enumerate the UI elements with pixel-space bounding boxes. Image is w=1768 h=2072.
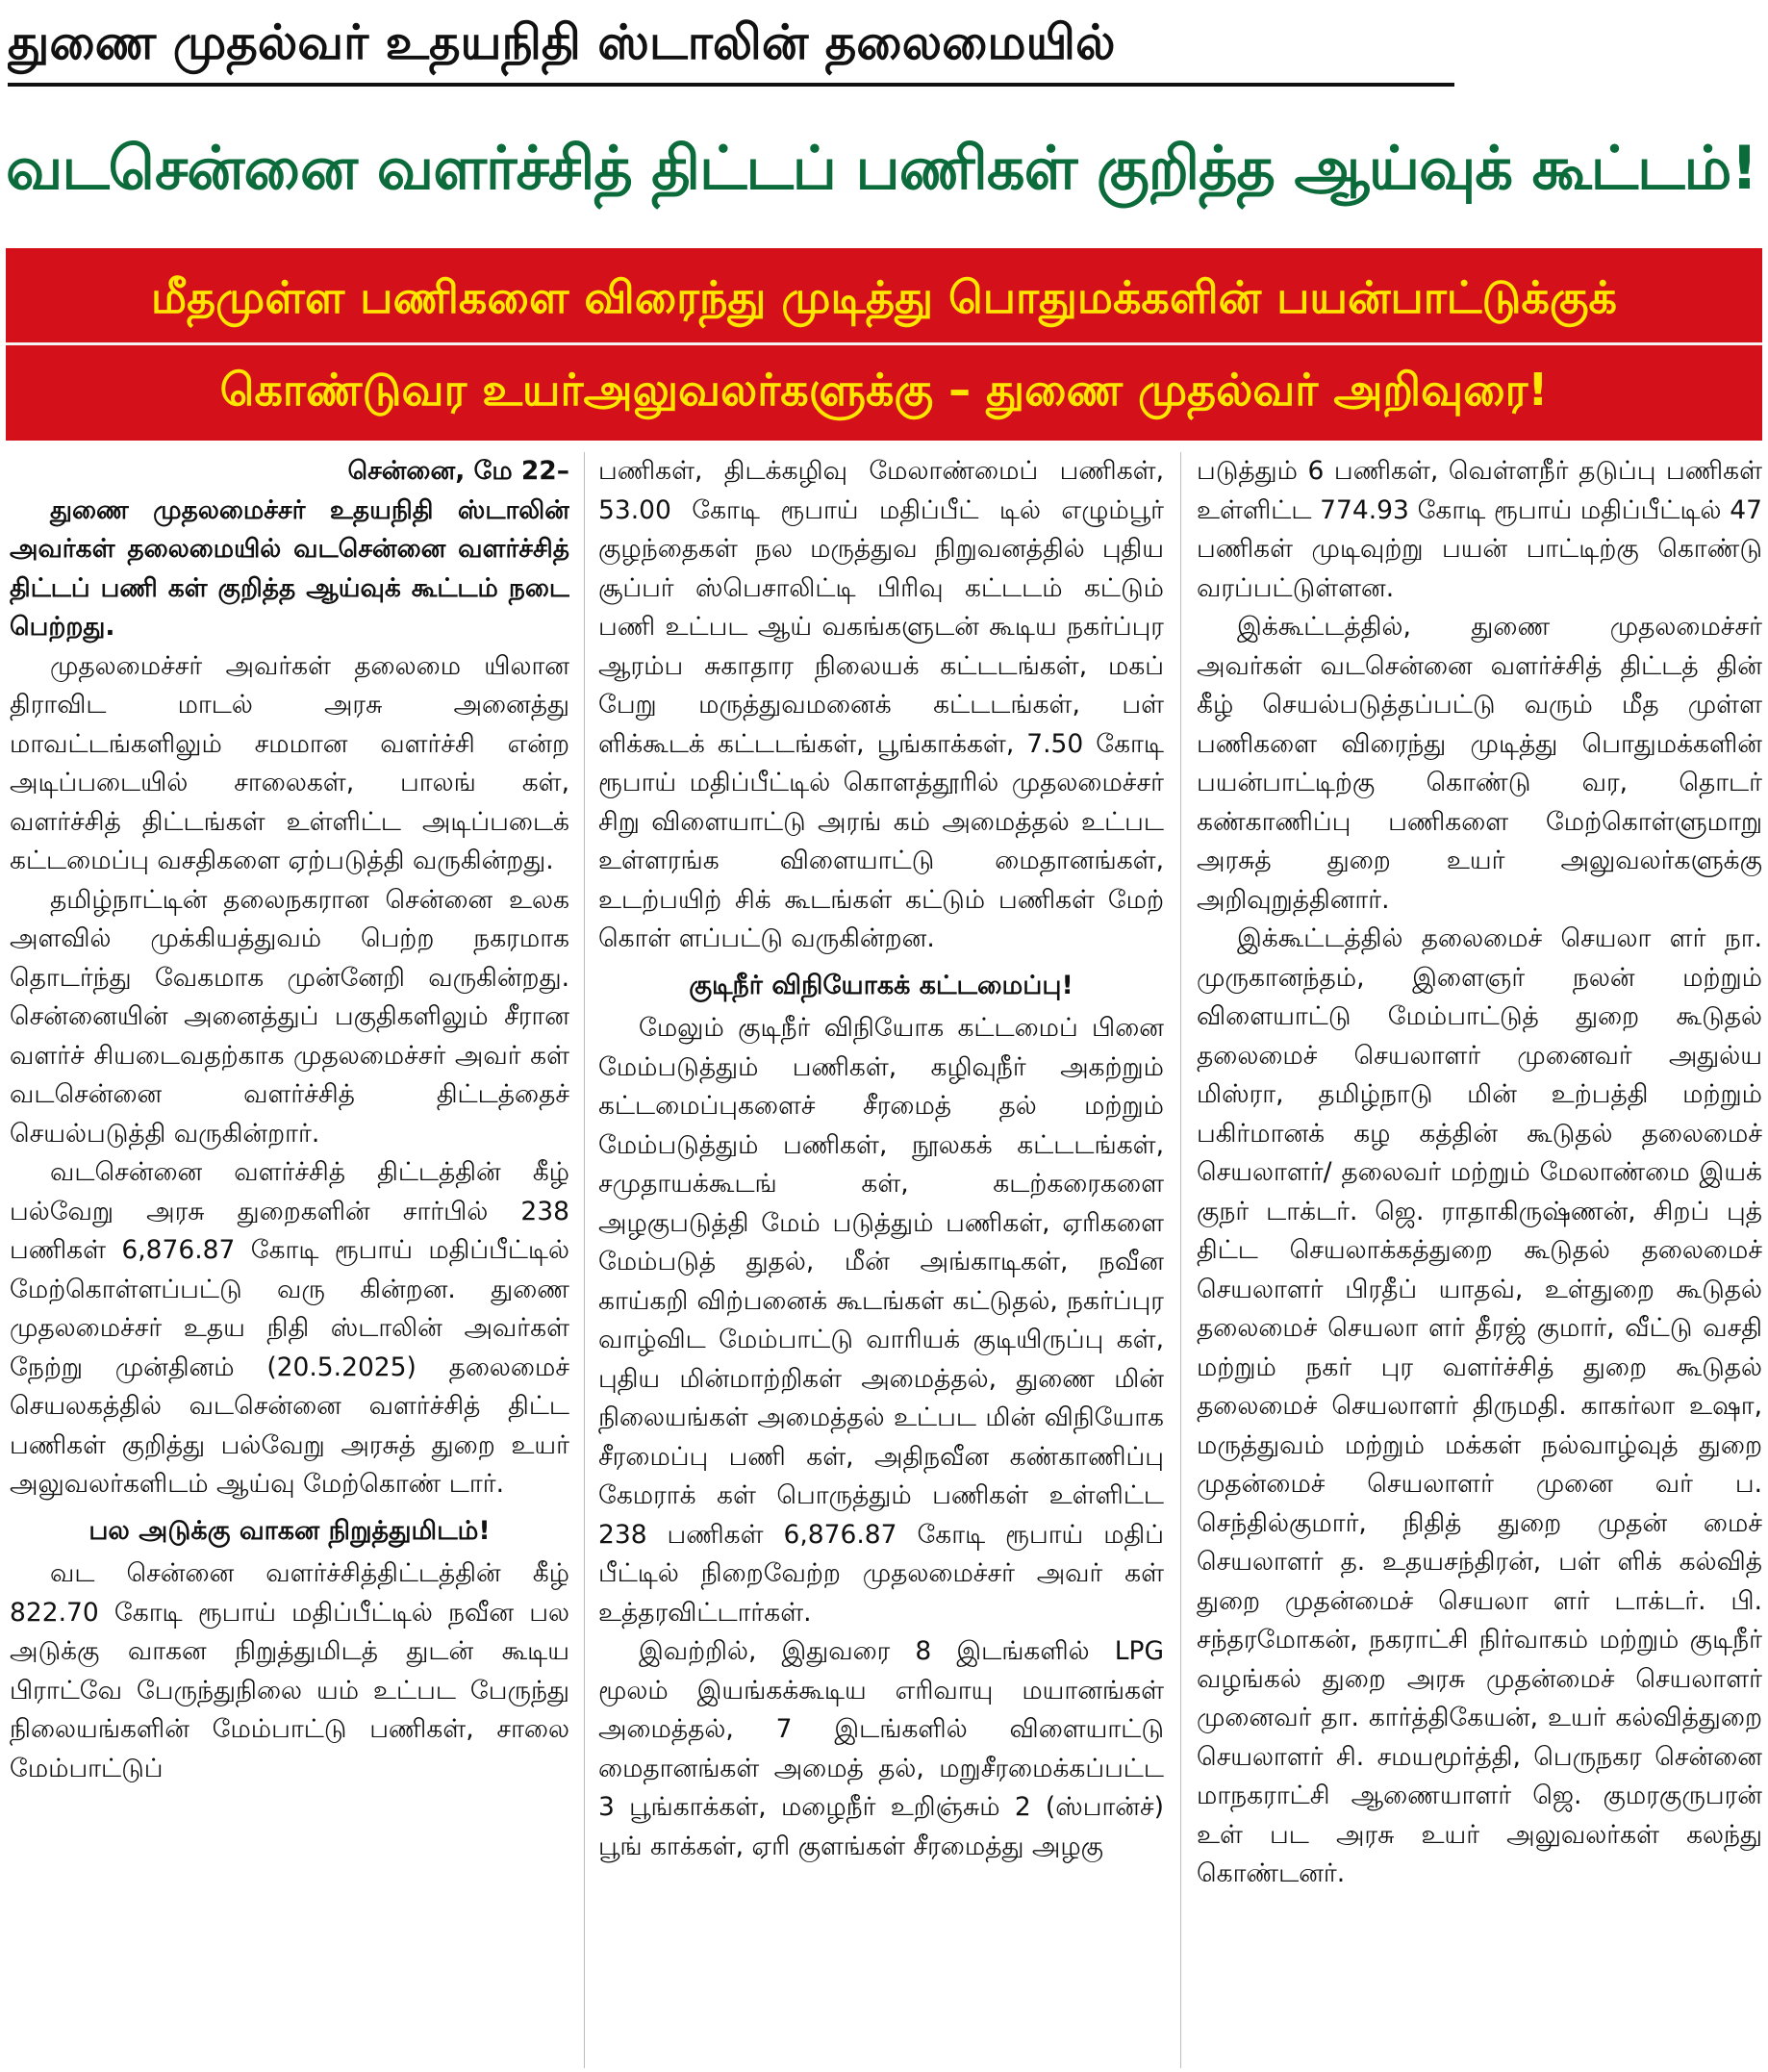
body-paragraph: படுத்தும் 6 பணிகள், வெள்ளநீர் தடுப்பு பணிகள் உள்ளிட்ட 774.93 கோடி ரூபாய் மதிப்பீட்டில் 47 பணிகள் முடிவுற்று பயன் பாட்டிற்கு கொண்டு வரப்பட்டுள்ளன. — [1197, 456, 1762, 603]
lead-paragraph: துணை முதலமைச்சர் உதயநிதி ஸ்டாலின் அவர்கள் தலைமையில் வடசென்னை வளர்ச்சித் திட்டப் பணி கள் குறித்த ஆய்வுக் கூட்டம் நடை பெற்றது. — [10, 494, 569, 642]
body-paragraph: இக்கூட்டத்தில் தலைமைச் செயலா ளர் நா. முருகானந்தம், இளைஞர் நலன் மற்றும் விளையாட்டு மேம்பாட்டுத் துறை கூடுதல் தலைமைச் செயலாளர் முனைவர் அதுல்ய மிஸ்ரா, தமிழ்நாடு மின் உற்பத்தி மற்றும் பகிர்மானக் கழ கத்தின் கூடுதல் தலைமைச் செயலாளர்/ தலைவர் மற்றும் மேலாண்மை இயக் குநர் டாக்டர். ஜெ. ராதாகிருஷ்ணன், சிறப் புத் திட்ட செயலாக்கத்துறை கூடுதல் தலைமைச் செயலாளர் பிரதீப் யாதவ், உள்துறை கூடுதல் தலைமைச் செயலா ளர் தீரஜ் குமார், வீட்டு வசதி மற்றும் நகர் புர வளர்ச்சித் துறை கூடுதல் தலைமைச் செயலாளர் திருமதி. காகர்லா உஷா, மருத்துவம் மற்றும் மக்கள் நல்வாழ்வுத் துறை முதன்மைச் செயலாளர் முனை வர் ப. செந்தில்குமார், நிதித் துறை முதன் மைச் செயலாளர் த. உதயசந்திரன், பள் ளிக் கல்வித் துறை முதன்மைச் செயலா ளர் டாக்டர். பி. சந்தரமோகன், நகராட்சி நிர்வாகம் மற்றும் குடிநீர் வழங்கல் துறை அரசு முதன்மைச் செயலாளர் முனைவர் தா. கார்த்திகேயன், உயர் கல்வித்துறை செயலாளர் சி. சமயமூர்த்தி, பெருநகர சென்னை மாநகராட்சி ஆணையாளர் ஜெ. குமரகுருபரன் உள் பட அரசு உயர் அலுவலர்கள் கலந்து கொண்டனர். — [1197, 923, 1762, 1888]
body-paragraph: முதலமைச்சர் அவர்கள் தலைமை யிலான திராவிட மாடல் அரசு அனைத்து மாவட்டங்களிலும் சமமான வளர்ச்சி என்ற அடிப்படையில் சாலைகள், பாலங் கள், வளர்ச்சித் திட்டங்கள் உள்ளிட்ட அடிப்படைக் கட்டமைப்பு வசதிகளை ஏற்படுத்தி வருகின்றது. — [10, 650, 569, 875]
body-paragraph: வடசென்னை வளர்ச்சித் திட்டத்தின் கீழ் பல்வேறு அரசு துறைகளின் சார்பில் 238 பணிகள் 6,876.87 கோடி ரூபாய் மதிப்பீட்டில் மேற்கொள்ளப்பட்டு வரு கின்றன. துணை முதலமைச்சர் உதய நிதி ஸ்டாலின் அவர்கள் நேற்று முன்தினம் (20.5.2025) தலைமைச் செயலகத்தில் வடசென்னை வளர்ச்சித் திட்ட பணிகள் குறித்து பல்வேறு அரசுத் துறை உயர் அலுவலர்களிடம் ஆய்வு மேற்கொண் டார். — [10, 1157, 569, 1499]
headline: வடசென்னை வளர்ச்சித் திட்டப் பணிகள் குறித்த ஆய்வுக் கூட்டம்! — [6, 133, 1757, 203]
subheading: குடிநீர் விநியோகக் கட்டமைப்பு! — [689, 970, 1073, 1000]
body-paragraph: தமிழ்நாட்டின் தலைநகரான சென்னை உலக அளவில் முக்கியத்துவம் பெற்ற நகரமாக தொடர்ந்து வேகமாக முன்னேறி வருகின்றது. சென்னையின் அனைத்துப் பகுதிகளிலும் சீரான வளர்ச் சியடைவதற்காக முதலமைச்சர் அவர் கள் வடசென்னை வளர்ச்சித் திட்டத்தைச் செயல்படுத்தி வருகின்றார். — [10, 884, 569, 1149]
kicker-line: துணை முதல்வர் உதயநிதி ஸ்டாலின் தலைமையில் — [8, 6, 1454, 87]
body-paragraph: வட சென்னை வளர்ச்சித்திட்டத்தின் கீழ் 822.70 கோடி ரூபாய் மதிப்பீட்டில் நவீன பல அடுக்கு வாகன நிறுத்துமிடத் துடன் கூடிய பிராட்வே பேருந்துநிலை யம் உட்பட பேருந்து நிலையங்களின் மேம்பாட்டு பணிகள், சாலை மேம்பாட்டுப் — [10, 1558, 569, 1783]
article-column-3 — [1197, 452, 1762, 2068]
column-divider — [1180, 452, 1181, 2068]
body-paragraph: இவற்றில், இதுவரை 8 இடங்களில் LPG மூலம் இயங்கக்கூடிய எரிவாயு மயானங்கள் அமைத்தல், 7 இடங்களில் விளையாட்டு மைதானங்கள் அமைத் தல், மறுசீரமைக்கப்பட்ட 3 பூங்காக்கள், மழைநீர் உறிஞ்சும் 2 (ஸ்பான்ச்) பூங் காக்கள், ஏரி குளங்கள் சீரமைத்து அழகு — [598, 1636, 1164, 1861]
subheading: பல அடுக்கு வாகன நிறுத்துமிடம்! — [88, 1515, 491, 1546]
banner-line-2: கொண்டுவர உயர்அலுவலர்களுக்கு – துணை முதல்வர் அறிவுரை! — [219, 364, 1549, 416]
article-column-2 — [598, 452, 1164, 2068]
red-banner — [6, 248, 1762, 441]
column-divider — [584, 452, 585, 2068]
body-paragraph: பணிகள், திடக்கழிவு மேலாண்மைப் பணிகள், 53.00 கோடி ரூபாய் மதிப்பீட் டில் எழும்பூர் குழந்தைகள் நல மருத்துவ நிறுவனத்தில் புதிய சூப்பர் ஸ்பெசாலிட்டி பிரிவு கட்டடம் கட்டும் பணி உட்பட ஆய் வகங்களுடன் கூடிய நகர்ப்புர ஆரம்ப சுகாதார நிலையக் கட்டடங்கள், மகப் பேறு மருத்துவமனைக் கட்டடங்கள், பள் ளிக்கூடக் கட்டடங்கள், பூங்காக்கள், 7.50 கோடி ரூபாய் மதிப்பீட்டில் கொளத்தூரில் முதலமைச்சர் சிறு விளையாட்டு அரங் கம் அமைத்தல் உட்பட உள்ளரங்க விளையாட்டு மைதானங்கள், உடற்பயிற் சிக் கூடங்கள் கட்டும் பணிகள் மேற் கொள் ளப்பட்டு வருகின்றன. — [598, 456, 1164, 953]
banner-line-1: மீதமுள்ள பணிகளை விரைந்து முடித்து பொதுமக்களின் பயன்பாட்டுக்குக் — [151, 271, 1617, 323]
body-paragraph: மேலும் குடிநீர் விநியோக கட்டமைப் பினை மேம்படுத்தும் பணிகள், கழிவுநீர் அகற்றும் கட்டமைப்புகளைச் சீரமைத் தல் மற்றும் மேம்படுத்தும் பணிகள், நூலகக் கட்டடங்கள், சமுதாயக்கூடங் கள், கடற்கரைகளை அழகுபடுத்தி மேம் படுத்தும் பணிகள், ஏரிகளை மேம்படுத் துதல், மீன் அங்காடிகள், நவீன காய்கறி விற்பனைக் கூடங்கள் கட்டுதல், நகர்ப்புர வாழ்விட மேம்பாட்டு வாரியக் குடியிருப்பு கள், புதிய மின்மாற்றிகள் அமைத்தல், துணை மின் நிலையங்கள் அமைத்தல் உட்பட மின் விநியோக சீரமைப்பு பணி கள், அதிநவீன கண்காணிப்பு கேமராக் கள் பொருத்தும் பணிகள் உள்ளிட்ட 238 பணிகள் 6,876.87 கோடி ரூபாய் மதிப் பீட்டில் நிறைவேற்ற முதலமைச்சர் அவர் கள் உத்தரவிட்டார்கள். — [598, 1013, 1164, 1628]
dateline: சென்னை, மே 22– — [347, 456, 569, 486]
article-column-1 — [10, 452, 569, 2068]
body-paragraph: இக்கூட்டத்தில், துணை முதலமைச்சர் அவர்கள் வடசென்னை வளர்ச்சித் திட்டத் தின் கீழ் செயல்படுத்தப்பட்டு வரும் மீத முள்ள பணிகளை விரைந்து முடித்து பொதுமக்களின் பயன்பாட்டிற்கு கொண்டு வர, தொடர் கண்காணிப்பு பணிகளை மேற்கொள்ளுமாறு அரசுத் துறை உயர் அலுவலர்களுக்கு அறிவுறுத்தினார். — [1197, 612, 1762, 915]
